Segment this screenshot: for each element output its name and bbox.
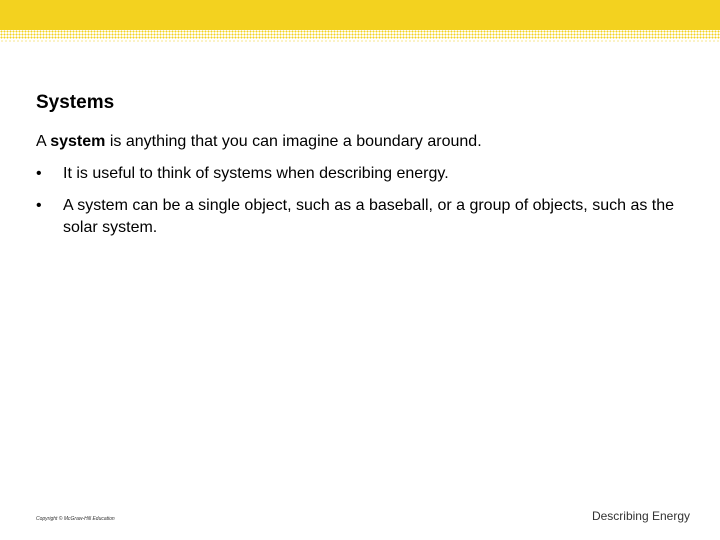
bullet-text: It is useful to think of systems when describing energy. (63, 165, 449, 182)
intro-suffix: is anything that you can imagine a boundary around. (105, 133, 482, 150)
bullet-item (36, 195, 686, 239)
header-band (0, 0, 720, 30)
header-dither-fade (0, 39, 720, 43)
bullet-list (36, 163, 686, 249)
intro-text (36, 131, 482, 153)
slide-title: Systems (36, 92, 115, 113)
bullet-item (36, 163, 686, 185)
intro-prefix: A (36, 133, 51, 150)
bullet-text: A system can be a single object, such as a baseball, or a group of objects, such as the solar system. (63, 197, 675, 236)
bullet-marker: • (36, 165, 42, 182)
intro-term: system (50, 133, 106, 150)
header-dither-pattern (0, 30, 720, 39)
copyright-notice: Copyright © McGraw-Hill Education (36, 516, 115, 522)
footer-title: Describing Energy (591, 509, 690, 523)
bullet-marker: • (36, 197, 42, 214)
